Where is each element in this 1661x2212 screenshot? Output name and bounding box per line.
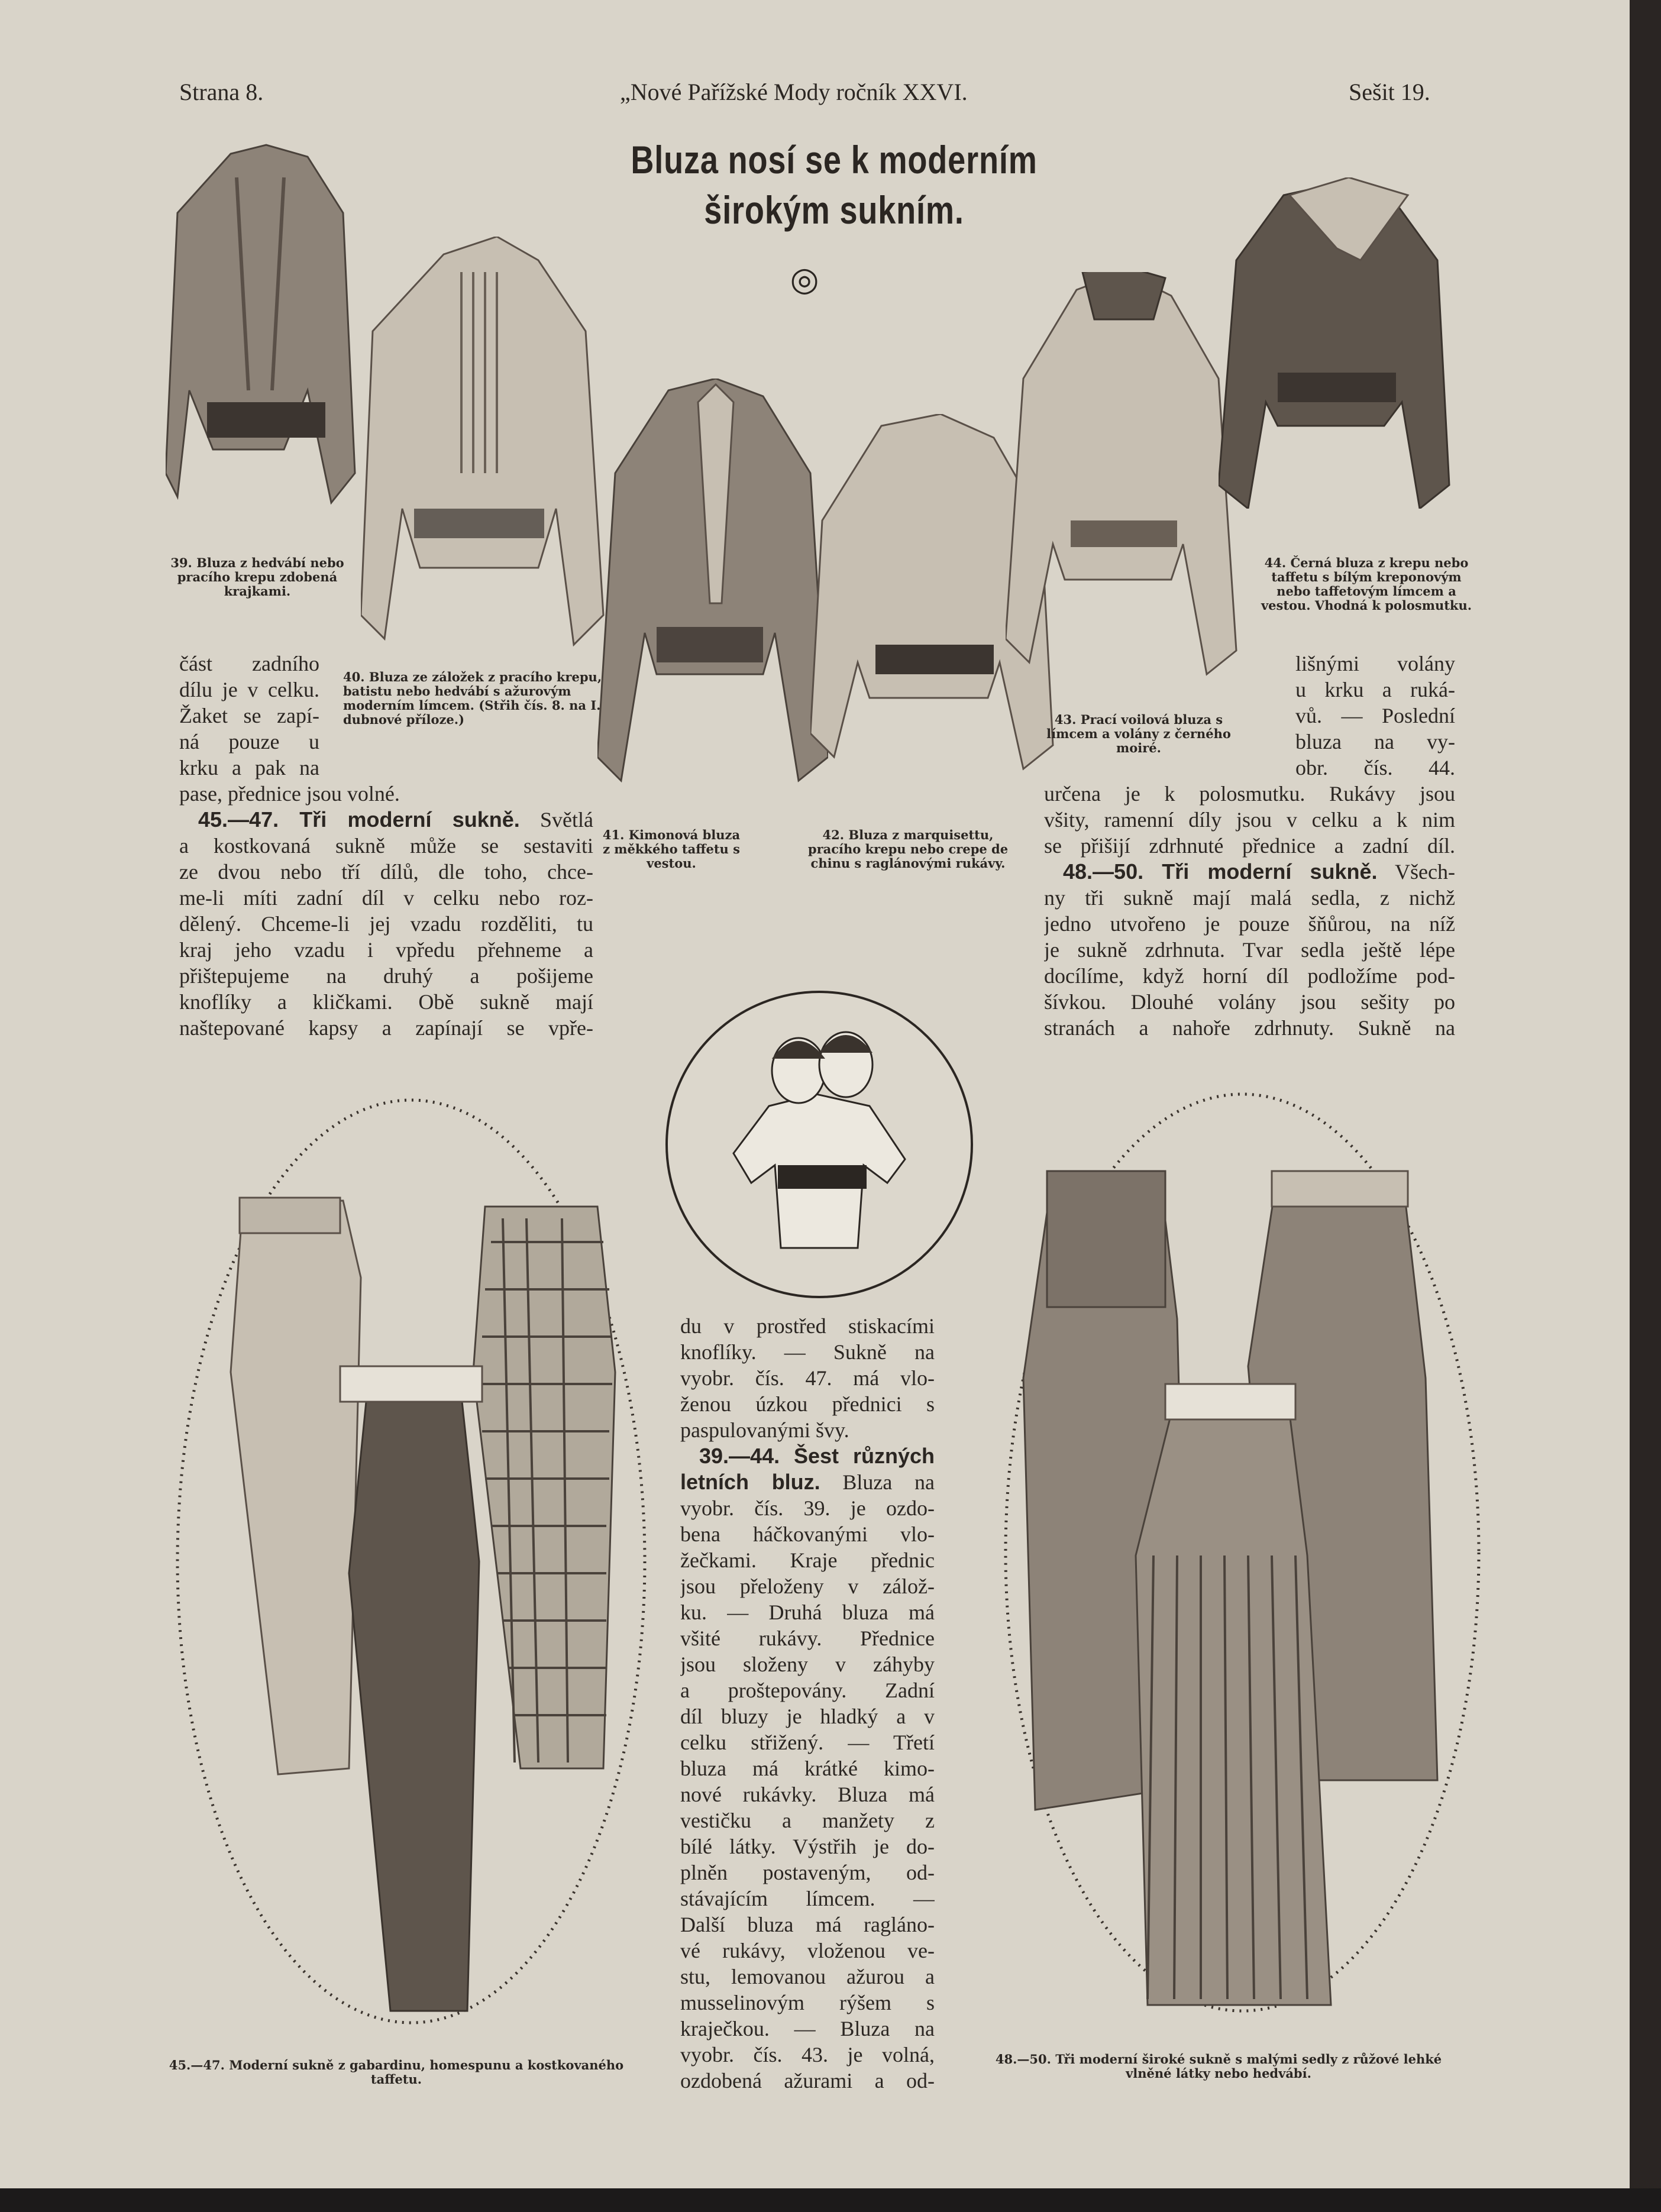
- blouse-41-illustration: [597, 379, 828, 793]
- text-line: pase, přednice jsou volné.: [179, 782, 400, 806]
- text-line: vů. — Poslední: [1295, 704, 1455, 727]
- caption-39: 39. Bluza z hedvábí nebo pracího krepu zdobená krajkami.: [170, 555, 344, 599]
- text-line: bena háčkovanými vlo-: [680, 1522, 935, 1546]
- text-line: stranách a nahoře zdrhnuty. Sukně na: [1044, 1016, 1455, 1040]
- text-line: bluza má krátké kimo-: [680, 1757, 935, 1780]
- caption-42: 42. Bluza z marquisettu, pracího krepu nebo crepe de chinu s raglánovými rukávy.: [807, 827, 1009, 871]
- text-line: dělený. Chceme-li jej vzadu rozděliti, tu: [179, 912, 593, 936]
- text-run: Bluza na: [842, 1470, 935, 1494]
- circular-vignette-illustration: [663, 988, 976, 1301]
- text-line: kraječkou. — Bluza na: [680, 2017, 935, 2040]
- text-run: Všech-: [1395, 860, 1455, 884]
- skirts-45-47-illustration: [172, 1088, 651, 2029]
- caption-44: 44. Černá bluza z krepu nebo taffetu s bílým kreponovým nebo taffetovým límcem a vestou. Vhodná k polosmutku.: [1261, 555, 1472, 613]
- ornament-icon: ◎: [790, 260, 819, 299]
- text-line: a proštepovány. Zadní: [680, 1679, 935, 1702]
- text-line: šívkou. Dlouhé volány jsou sešity po: [1044, 990, 1455, 1014]
- right-narrow-text: [1295, 651, 1455, 781]
- magazine-title: „Nové Pařížské Mody ročník XXVI.: [620, 79, 968, 105]
- text-line: bluza na vy-: [1295, 730, 1455, 753]
- text-line: vyobr. čís. 47. má vlo-: [680, 1366, 935, 1390]
- left-narrow-text: [179, 651, 319, 781]
- article-title-line-1: Bluza nosí se k moderním: [631, 138, 1038, 182]
- text-line: vé rukávy, vloženou ve-: [680, 1939, 935, 1962]
- text-line: bílé látky. Výstřih je do-: [680, 1835, 935, 1858]
- caption-41: 41. Kimonová bluza z měkkého taffetu s vestou.: [602, 827, 741, 871]
- text-line: [680, 1469, 935, 1495]
- center-column-text: [680, 1313, 935, 2094]
- text-line: určena je k polosmutku. Rukávy jsou: [1044, 782, 1455, 806]
- right-column-text: [1044, 781, 1455, 1041]
- binding-edge: [1630, 0, 1661, 2212]
- text-line: nové rukávky. Bluza má: [680, 1783, 935, 1806]
- text-line: vyobr. čís. 39. je ozdo-: [680, 1496, 935, 1520]
- section-heading-48-50: 48.—50. Tři moderní sukně.: [1063, 859, 1378, 884]
- skirts-48-50-illustration: [1000, 1082, 1485, 2023]
- section-heading-45-47: 45.—47. Tři moderní sukně.: [198, 807, 520, 832]
- blouse-43-illustration: [1006, 272, 1242, 686]
- text-line: vestičku a manžety z: [680, 1809, 935, 1832]
- text-line: ny tři sukně mají malá sedla, z nichž: [1044, 886, 1455, 910]
- text-line: jsou složeny v záhyby: [680, 1652, 935, 1676]
- text-line: a kostkovaná sukně může se sestaviti: [179, 834, 593, 858]
- text-line: jedno utvořeno je pouze šňůrou, na níž: [1044, 912, 1455, 936]
- text-line: du v prostřed stiskacími: [680, 1314, 935, 1338]
- text-line: ženou úzkou přednici s: [680, 1392, 935, 1416]
- text-line: kraj jeho vzadu i vpředu přehneme a: [179, 938, 593, 962]
- text-run: Světlá: [540, 808, 593, 832]
- left-column-text: [179, 781, 593, 1041]
- text-line: část zadního: [179, 652, 319, 675]
- text-line: me-li míti zadní díl v celku nebo roz-: [179, 886, 593, 910]
- text-line: knoflíky a kličkami. Obě sukně mají: [179, 990, 593, 1014]
- text-line: paspulovanými švy.: [680, 1418, 849, 1442]
- text-line: u krku a ruká-: [1295, 678, 1455, 701]
- text-line: se přišijí zdrhnuté přednice a zadní díl.: [1044, 834, 1455, 858]
- text-line: krku a pak na: [179, 756, 319, 780]
- text-line: [680, 1443, 935, 1469]
- scan-bottom-edge: [0, 2188, 1661, 2212]
- text-line: díl bluzy je hladký a v: [680, 1705, 935, 1728]
- blouse-39-illustration: [166, 142, 361, 532]
- text-line: dílu je v celku.: [179, 678, 319, 701]
- text-line: Žaket se zapí-: [179, 704, 319, 727]
- text-line: ze dvou nebo tří dílů, dle toho, chce-: [179, 860, 593, 884]
- article-title-line-2: širokým sukním.: [704, 188, 964, 232]
- text-line: ku. — Druhá bluza má: [680, 1600, 935, 1624]
- text-line: naštepované kapsy a zapínají se vpře-: [179, 1016, 593, 1040]
- text-line: docílíme, když horní díl podložíme pod-: [1044, 964, 1455, 988]
- text-line: lišnými volány: [1295, 652, 1455, 675]
- issue-number: Sešit 19.: [1349, 79, 1430, 105]
- text-run-bold: letních bluz.: [680, 1470, 820, 1494]
- text-line: ozdobená ažurami a od-: [680, 2069, 935, 2093]
- page-number: Strana 8.: [179, 79, 264, 105]
- caption-45-47: 45.—47. Moderní sukně z gabardinu, homespunu a kostkovaného taffetu.: [169, 2058, 624, 2087]
- text-line: Další bluza má ragláno-: [680, 1913, 935, 1936]
- text-line: [1044, 859, 1455, 885]
- text-line: jsou přeloženy v zálož-: [680, 1574, 935, 1598]
- text-line: knoflíky. — Sukně na: [680, 1340, 935, 1364]
- caption-43: 43. Prací voilová bluza s límcem a volány z černého moiré.: [1046, 712, 1231, 755]
- caption-48-50: 48.—50. Tři moderní široké sukně s malými sedly z růžové lehké vlněné látky nebo hedvábí.: [995, 2052, 1442, 2081]
- blouse-44-illustration: [1219, 177, 1455, 509]
- text-line: žečkami. Kraje přednic: [680, 1548, 935, 1572]
- text-line: vyobr. čís. 43. je volná,: [680, 2043, 935, 2067]
- text-line: plněn postaveným, od-: [680, 1861, 935, 1884]
- text-line: ná pouze u: [179, 730, 319, 753]
- caption-40: 40. Bluza ze záložek z pracího krepu, batistu nebo hedvábí s ažurovým moderním límcem. (Střih čís. 8. na I. dubnové příloze.): [343, 670, 602, 727]
- text-line: stávajícím límcem. —: [680, 1887, 935, 1910]
- text-line: všity, ramenní díly jsou v celku a k nim: [1044, 808, 1455, 832]
- text-line: [179, 807, 593, 833]
- text-line: celku střižený. — Třetí: [680, 1731, 935, 1754]
- text-line: přištepujeme na druhý a pošijeme: [179, 964, 593, 988]
- text-line: stu, lemovanou ažurou a: [680, 1965, 935, 1988]
- text-line: všité rukávy. Přednice: [680, 1626, 935, 1650]
- text-line: musselinovým rýšem s: [680, 1991, 935, 2014]
- text-line: obr. čís. 44.: [1295, 756, 1455, 780]
- text-line: je sukně zdrhnuta. Tvar sedla ještě lépe: [1044, 938, 1455, 962]
- section-heading-39-44: 39.—44. Šest různých: [699, 1444, 935, 1468]
- blouse-40-illustration: [361, 237, 609, 651]
